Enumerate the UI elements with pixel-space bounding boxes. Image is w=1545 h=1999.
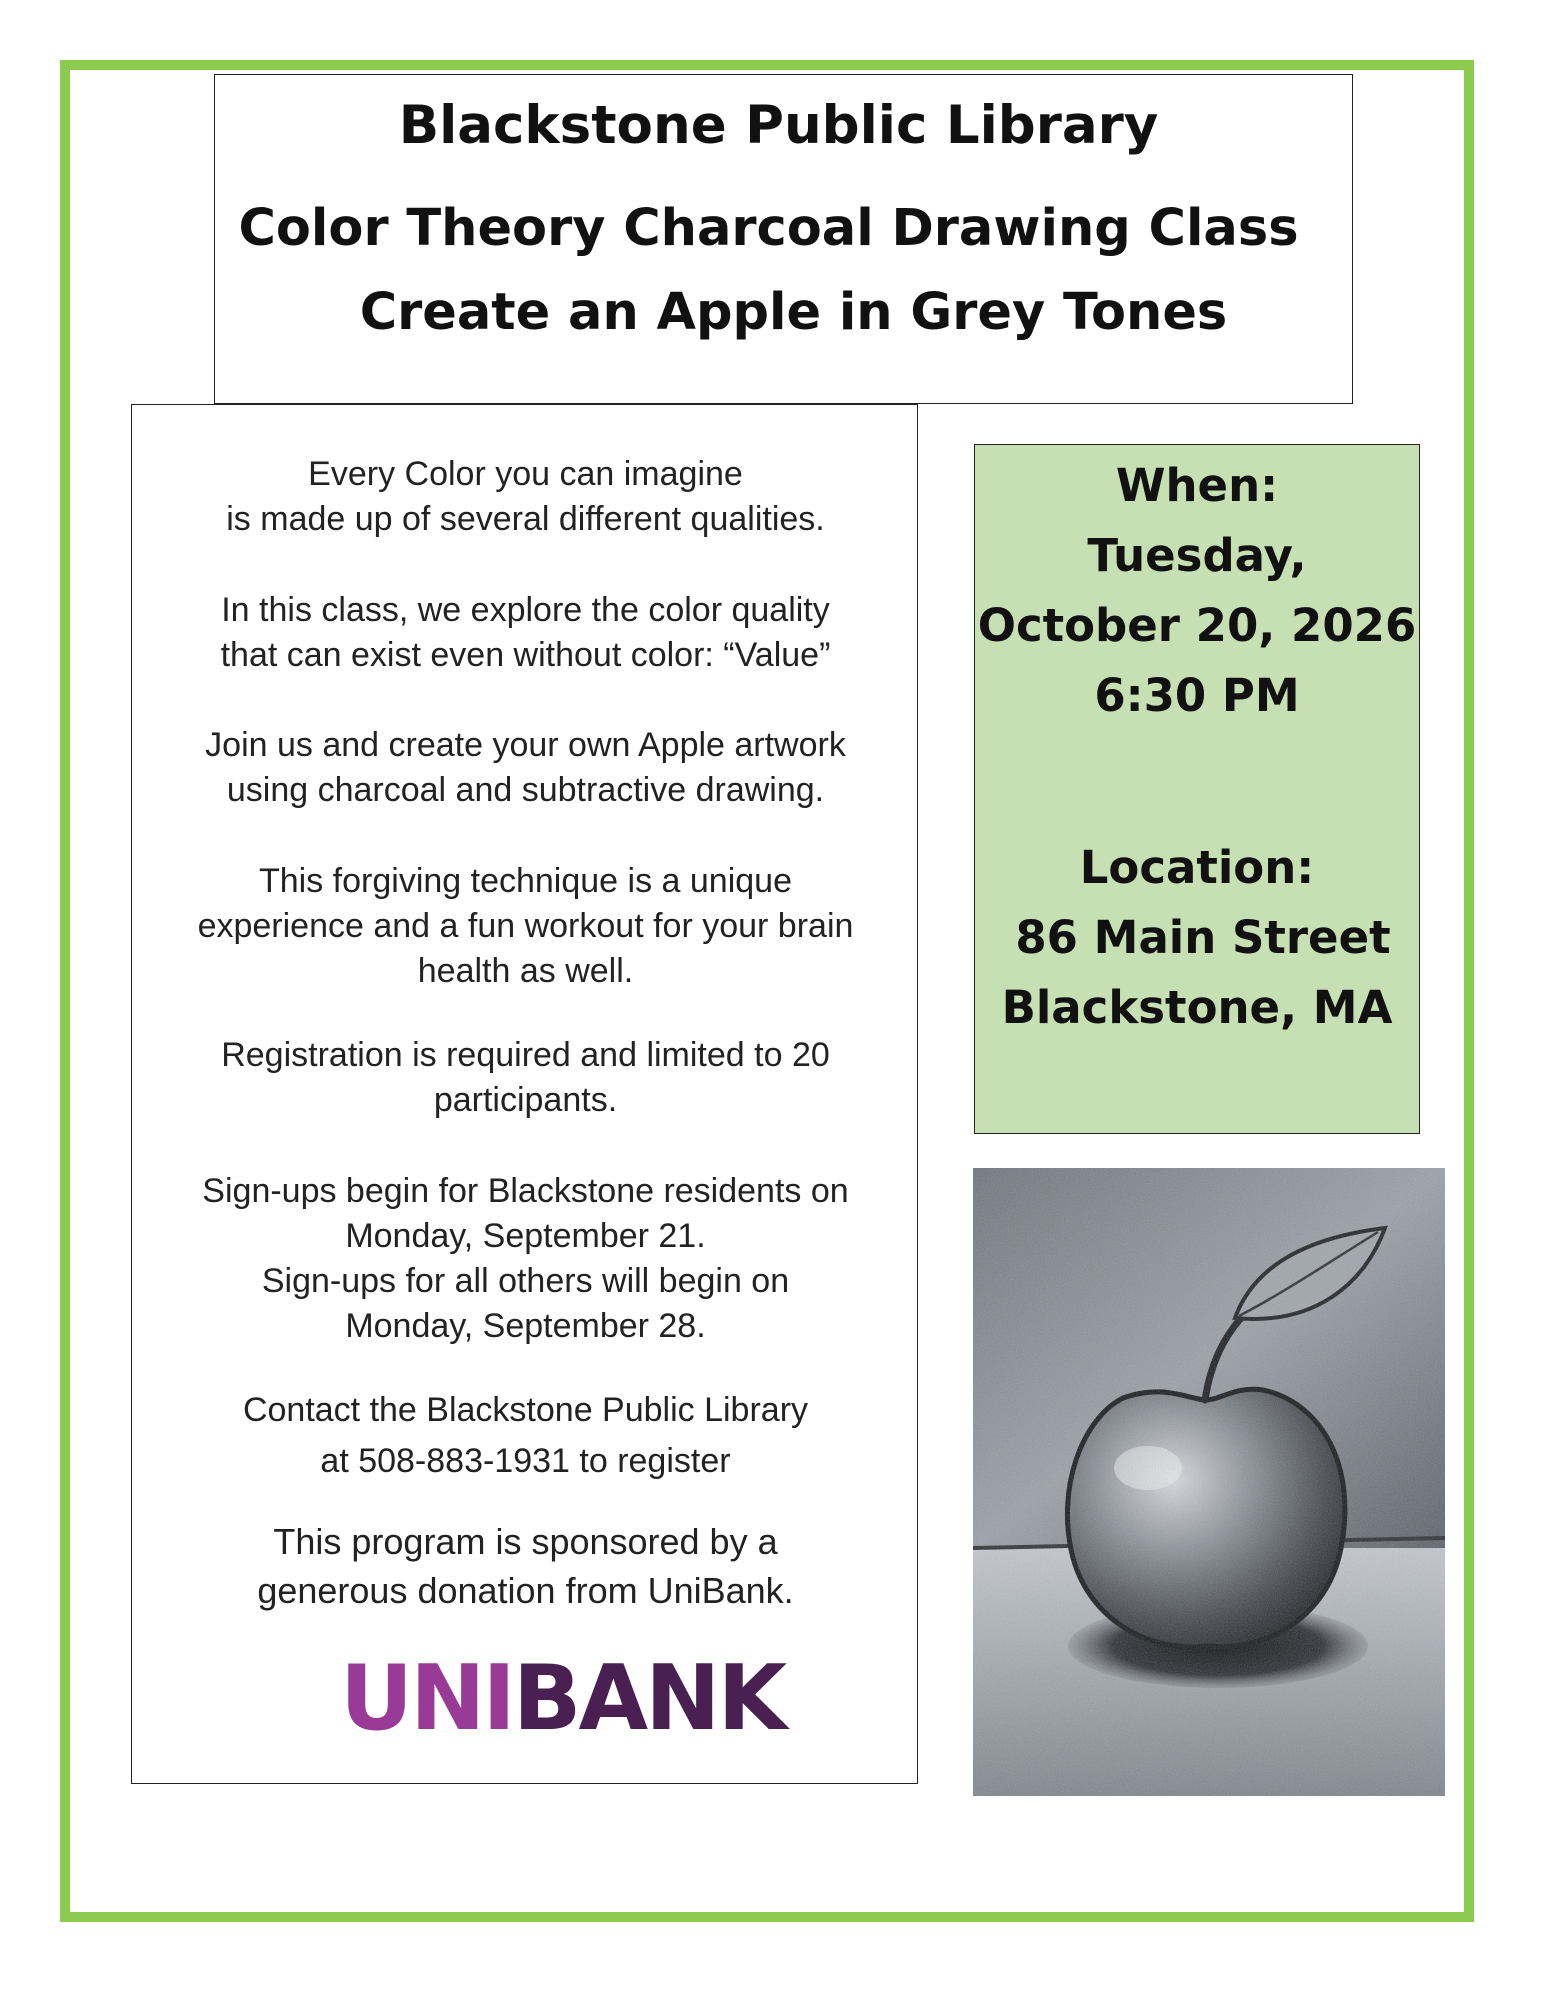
event-time: 6:30 PM bbox=[1094, 669, 1300, 722]
class-subtitle: Create an Apple in Grey Tones bbox=[359, 283, 1228, 342]
title-box bbox=[214, 74, 1353, 404]
unibank-logo-uni: UNI bbox=[340, 1646, 513, 1751]
event-info-box bbox=[974, 444, 1420, 1134]
location-city: Blackstone, MA bbox=[1001, 981, 1393, 1034]
event-day: Tuesday, bbox=[1087, 529, 1307, 582]
location-label: Location: bbox=[1079, 841, 1315, 894]
location-street: 86 Main Street bbox=[1015, 911, 1391, 964]
description-line: This program is sponsored by a bbox=[273, 1521, 778, 1562]
description-line: This forgiving technique is a unique bbox=[259, 862, 792, 900]
description-line: generous donation from UniBank. bbox=[257, 1570, 794, 1611]
description-line: Every Color you can imagine bbox=[308, 455, 743, 493]
description-line: at 508-883-1931 to register bbox=[320, 1442, 731, 1480]
description-line: that can exist even without color: “Value” bbox=[220, 636, 831, 674]
description-line: Monday, September 28. bbox=[345, 1307, 706, 1345]
description-line: using charcoal and subtractive drawing. bbox=[226, 771, 825, 809]
description-line: Sign-ups begin for Blackstone residents on bbox=[202, 1172, 849, 1210]
description-line: In this class, we explore the color quality bbox=[221, 591, 830, 629]
description-line: is made up of several different qualities. bbox=[226, 500, 825, 538]
description-line: Contact the Blackstone Public Library bbox=[242, 1391, 809, 1429]
unibank-logo-bank: BANK bbox=[512, 1646, 785, 1751]
description-line: experience and a fun workout for your brain bbox=[197, 907, 854, 945]
class-title: Color Theory Charcoal Drawing Class bbox=[238, 199, 1299, 258]
unibank-logo bbox=[340, 1646, 785, 1751]
description-box bbox=[131, 404, 918, 1784]
description-line: Registration is required and limited to 20 bbox=[221, 1036, 830, 1074]
description-line: participants. bbox=[433, 1081, 618, 1119]
description-line: Join us and create your own Apple artwork bbox=[205, 726, 846, 764]
description-line: Monday, September 21. bbox=[345, 1217, 706, 1255]
event-date: October 20, 2026 bbox=[977, 599, 1417, 652]
when-label: When: bbox=[1115, 459, 1279, 512]
library-name: Blackstone Public Library bbox=[398, 95, 1159, 156]
description-line: Sign-ups for all others will begin on bbox=[261, 1262, 790, 1300]
charcoal-apple-drawing bbox=[973, 1168, 1445, 1796]
description-line: health as well. bbox=[417, 952, 634, 990]
charcoal-texture bbox=[973, 1168, 1445, 1796]
